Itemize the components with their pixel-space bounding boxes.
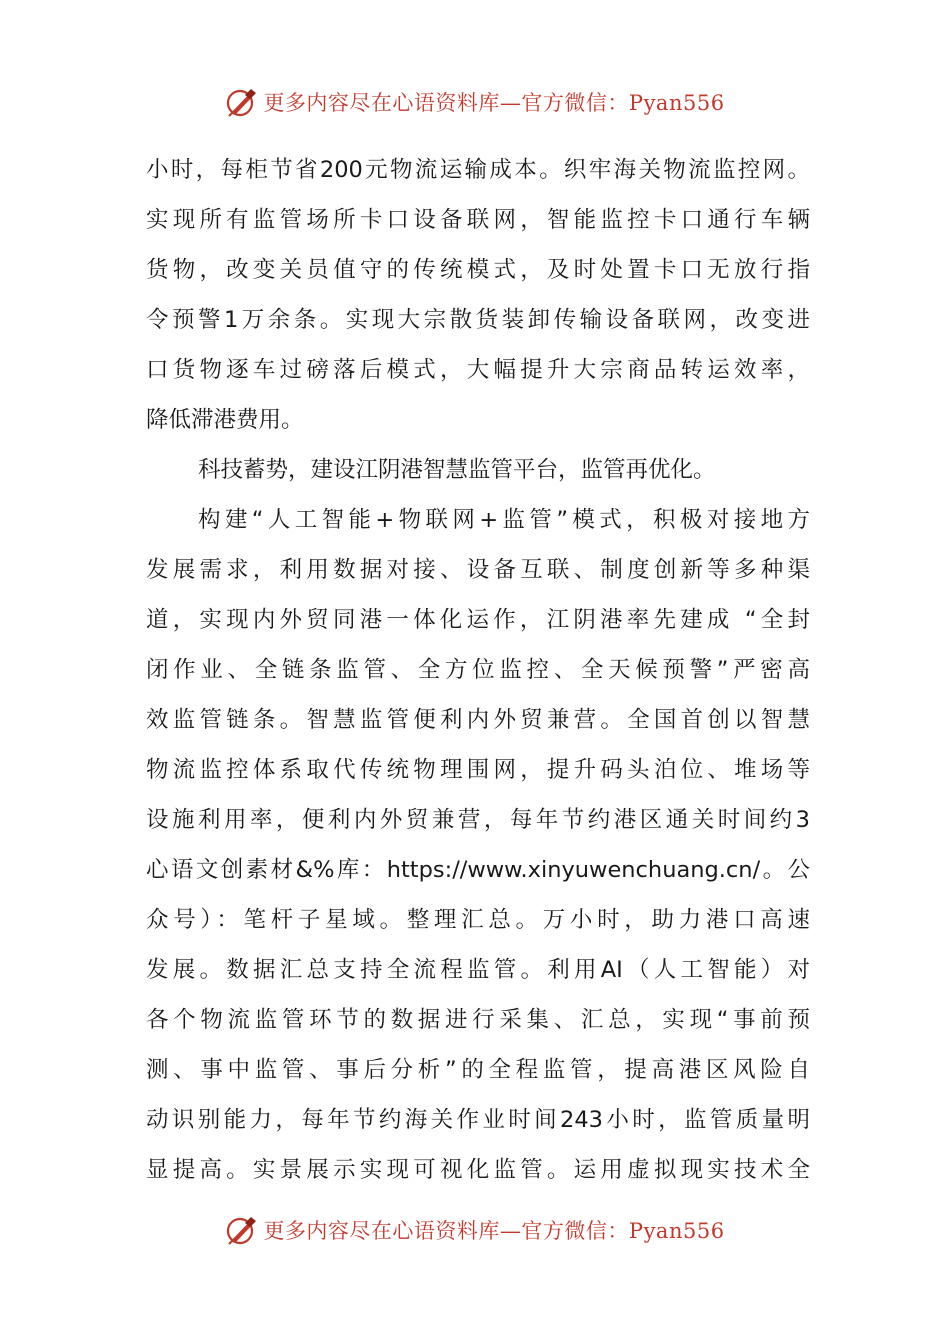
- watermark-text: 更多内容尽在心语资料库—官方微信：Pyan556: [263, 1219, 725, 1243]
- text-line: 降低滞港费用。: [146, 407, 304, 433]
- text-line: 发展需求，利用数据对接、设备互联、制度创新等多种渠: [146, 557, 810, 583]
- text-line: 令预警1万余条。实现大宗散货装卸传输设备联网，改变进: [146, 307, 810, 333]
- quill-pen-logo-icon: [225, 1213, 259, 1247]
- text-line: 口货物逐车过磅落后模式，大幅提升大宗商品转运效率，: [146, 357, 810, 383]
- text-line: 闭作业、全链条监管、全方位监控、全天候预警”严密高: [146, 657, 810, 683]
- text-line: 显提高。实景展示实现可视化监管。运用虚拟现实技术全: [146, 1157, 810, 1183]
- header-watermark-banner: [0, 82, 950, 122]
- text-line: 构建“人工智能+物联网+监管”模式，积极对接地方: [198, 507, 810, 533]
- watermark-text: 更多内容尽在心语资料库—官方微信：Pyan556: [263, 91, 725, 115]
- quill-pen-logo-icon: [225, 85, 259, 119]
- text-line: 测、事中监管、事后分析”的全程监管，提高港区风险自: [146, 1057, 810, 1083]
- section-heading: 科技蓄势，建设江阴港智慧监管平台，监管再优化。: [198, 457, 716, 483]
- text-line: 物流监控体系取代传统物理围网，提升码头泊位、堆场等: [146, 757, 810, 783]
- text-line: 小时，每柜节省200元物流运输成本。织牢海关物流监控网。: [146, 157, 810, 183]
- document-body: [146, 145, 810, 1195]
- text-line: 设施利用率，便利内外贸兼营，每年节约港区通关时间约3: [146, 807, 810, 833]
- text-line: 道，实现内外贸同港一体化运作，江阴港率先建成 “全封: [146, 607, 810, 633]
- text-line: 动识别能力，每年节约海关作业时间243小时，监管质量明: [146, 1107, 810, 1133]
- text-line: 实现所有监管场所卡口设备联网，智能监控卡口通行车辆: [146, 207, 810, 233]
- text-line: 心语文创素材&%库：https://www.xinyuwenchuang.cn/。公: [146, 857, 810, 883]
- text-line: 各个物流监管环节的数据进行采集、汇总，实现“事前预: [146, 1007, 810, 1033]
- text-line: 众号）：笔杆子星域。整理汇总。万小时，助力港口高速: [146, 907, 810, 933]
- text-line: 效监管链条。智慧监管便利内外贸兼营。全国首创以智慧: [146, 707, 810, 733]
- text-line: 发展。数据汇总支持全流程监管。利用AI（人工智能）对: [146, 957, 810, 983]
- text-line: 货物，改变关员值守的传统模式，及时处置卡口无放行指: [146, 257, 810, 283]
- footer-watermark-banner: [0, 1210, 950, 1250]
